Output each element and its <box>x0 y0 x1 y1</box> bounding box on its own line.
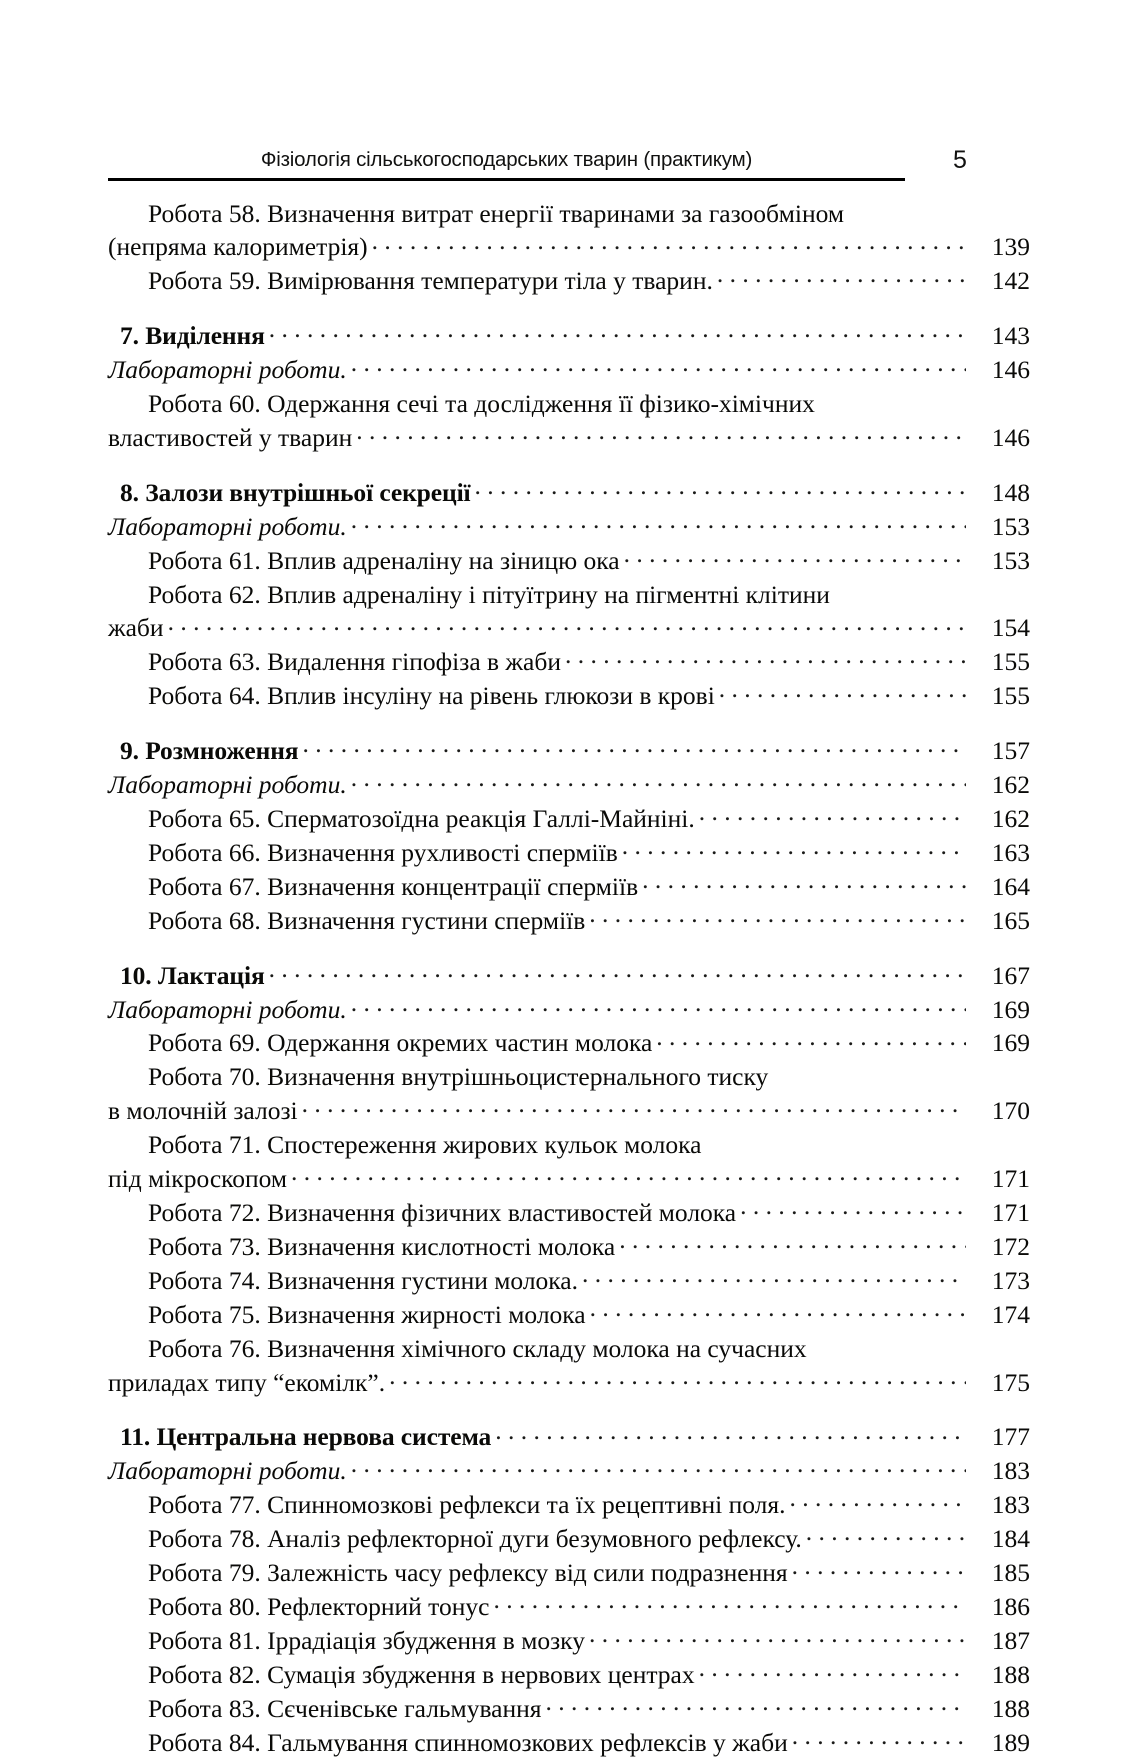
dot-leader <box>291 1162 966 1188</box>
toc-entry-page-number: 174 <box>991 1299 1030 1329</box>
dot-leader <box>619 1229 966 1255</box>
dot-leader <box>811 1331 966 1357</box>
toc-entry[interactable] <box>108 1297 1030 1331</box>
toc-entry-label: 8. Залози внутрішньої секреції <box>120 477 471 507</box>
toc-entry-page-number: 188 <box>991 1693 1030 1723</box>
toc-entry[interactable] <box>108 802 1030 836</box>
toc-entry-label: Робота 77. Спинномозкові рефлекси та їх рецептивні поля. <box>148 1490 786 1520</box>
toc-entry-label: Робота 59. Вимірювання температури тіла у тварин. <box>148 266 713 296</box>
toc-entry-page-number: 157 <box>991 736 1030 766</box>
toc-entry-label: Робота 62. Вплив адреналіну і пітуїтрину на пігментні клітини <box>148 579 830 609</box>
toc-entry-page-number: 169 <box>991 994 1030 1024</box>
toc-entry[interactable] <box>108 1556 1030 1590</box>
toc-entry-page-number: 142 <box>991 266 1030 296</box>
toc-entry-continuation[interactable] <box>108 1094 1030 1128</box>
toc-entry[interactable] <box>108 1589 1030 1623</box>
toc-entry-page-number: 153 <box>991 511 1030 541</box>
dot-leader <box>356 420 966 446</box>
dot-leader <box>565 645 966 671</box>
dot-leader <box>589 1623 966 1649</box>
toc-entry[interactable] <box>108 1026 1030 1060</box>
dot-leader <box>834 577 966 603</box>
dot-leader <box>269 958 966 984</box>
page-number: 5 <box>953 146 967 174</box>
toc-entry-page-number: 162 <box>991 770 1030 800</box>
page-running-head <box>0 148 1142 188</box>
toc-entry-page-number: 185 <box>991 1558 1030 1588</box>
toc-entry-continuation[interactable] <box>108 230 1030 264</box>
toc-entry-label: Лабораторні роботи. <box>108 355 347 385</box>
toc-entry-page-number: 146 <box>991 422 1030 452</box>
toc-entry-label: Лабораторні роботи. <box>108 770 347 800</box>
toc-subheading-lab-works[interactable] <box>108 768 1030 802</box>
dot-leader <box>772 1060 966 1086</box>
toc-entry-label: 11. Центральна нервова система <box>120 1422 492 1452</box>
toc-entry-label: Робота 79. Залежність часу рефлексу від сили подразнення <box>148 1558 788 1588</box>
header-divider-rule <box>108 178 905 181</box>
toc-entry-label: Робота 74. Визначення густини молока. <box>148 1265 579 1295</box>
dot-leader <box>705 1128 966 1154</box>
dot-leader <box>848 196 966 222</box>
toc-entry-label: Робота 71. Спостереження жирових кульок молока <box>148 1130 702 1160</box>
toc-entry-page-number: 186 <box>991 1591 1030 1621</box>
dot-leader <box>351 768 966 794</box>
toc-entry-page-number: 162 <box>991 804 1030 833</box>
toc-entry-label: Лабораторні роботи. <box>108 1456 347 1486</box>
toc-entry-label: Робота 68. Визначення густини сперміїв <box>148 905 586 935</box>
toc-entry-label: Робота 72. Визначення фізичних властивостей молока <box>148 1197 737 1227</box>
toc-entry-label: під мікроскопом <box>108 1164 288 1194</box>
toc-entry-label: Робота 78. Аналіз рефлекторної дуги безумовного рефлексу. <box>148 1524 802 1554</box>
toc-entry-page-number: 165 <box>991 905 1030 935</box>
toc-subheading-lab-works[interactable] <box>108 992 1030 1026</box>
toc-entry-label: (непряма калориметрія) <box>108 232 368 262</box>
dot-leader <box>642 869 966 895</box>
toc-entry-label: 9. Розмноження <box>120 736 299 766</box>
dot-leader <box>351 353 966 379</box>
toc-entry-page-number: 169 <box>991 1028 1030 1058</box>
dot-leader <box>589 903 966 929</box>
toc-entry-page-number: 139 <box>991 232 1030 262</box>
toc-entry-label: Робота 75. Визначення жирності молока <box>148 1299 586 1329</box>
toc-entry[interactable] <box>108 387 1030 421</box>
dot-leader <box>545 1691 966 1717</box>
toc-entry-label: Робота 63. Видалення гіпофіза в жаби <box>148 647 561 677</box>
dot-leader <box>622 835 966 861</box>
toc-entry-label: Робота 81. Іррадіація збудження в мозку <box>148 1625 585 1655</box>
toc-entry-page-number: 183 <box>991 1490 1030 1520</box>
toc-entry-page-number: 184 <box>991 1524 1030 1554</box>
toc-entry-label: 7. Виділення <box>120 321 265 351</box>
toc-entry-label: Робота 65. Сперматозоїдна реакція Галлі-Майніні. <box>148 804 695 833</box>
dot-leader <box>699 802 966 828</box>
toc-entry-page-number: 171 <box>991 1197 1030 1227</box>
toc-entry-label: Робота 66. Визначення рухливості сперміїв <box>148 837 618 867</box>
dot-leader <box>806 1522 966 1548</box>
toc-entry[interactable] <box>108 679 1030 713</box>
dot-leader <box>495 1420 966 1446</box>
toc-entry-page-number: 189 <box>991 1727 1030 1757</box>
dot-leader <box>302 1094 966 1120</box>
toc-entry-page-number: 183 <box>991 1456 1030 1486</box>
toc-entry[interactable] <box>108 1331 1030 1365</box>
dot-leader <box>389 1365 966 1391</box>
toc-entry-page-number: 173 <box>991 1265 1030 1295</box>
toc-entry-page-number: 170 <box>991 1096 1030 1126</box>
dot-leader <box>351 992 966 1018</box>
toc-entry-label: Робота 69. Одержання окремих частин молока <box>148 1028 653 1058</box>
toc-entry-page-number: 172 <box>991 1231 1030 1261</box>
toc-entry-page-number: 153 <box>991 545 1030 575</box>
toc-entry[interactable] <box>108 1195 1030 1229</box>
toc-entry-label: Лабораторні роботи. <box>108 511 347 541</box>
toc-entry[interactable] <box>108 1128 1030 1162</box>
toc-entry-continuation[interactable] <box>108 1365 1030 1399</box>
toc-entry-page-number: 175 <box>991 1367 1030 1397</box>
toc-entry[interactable] <box>108 1229 1030 1263</box>
toc-subheading-lab-works[interactable] <box>108 353 1030 387</box>
dot-leader <box>792 1725 966 1751</box>
toc-entry-label: Робота 73. Визначення кислотності молока <box>148 1231 616 1261</box>
dot-leader <box>699 1657 966 1683</box>
toc-entry[interactable] <box>108 1522 1030 1556</box>
toc-entry[interactable] <box>108 196 1030 230</box>
dot-leader <box>790 1488 966 1514</box>
toc-entry-page-number: 148 <box>991 477 1030 507</box>
toc-entry-page-number: 155 <box>991 681 1030 711</box>
toc-entry-label: Робота 80. Рефлекторний тонус <box>148 1591 490 1621</box>
dot-leader <box>493 1589 966 1615</box>
toc-entry-page-number: 164 <box>991 871 1030 901</box>
dot-leader <box>590 1297 966 1323</box>
dot-leader <box>303 734 966 760</box>
toc-entry[interactable] <box>108 1623 1030 1657</box>
toc-section-heading[interactable] <box>108 734 1030 768</box>
toc-entry-page-number: 146 <box>991 355 1030 385</box>
toc-entry-label: Робота 76. Визначення хімічного складу молока на сучасних <box>148 1333 807 1363</box>
toc-entry-page-number: 187 <box>991 1625 1030 1655</box>
toc-entry-page-number: 188 <box>991 1659 1030 1689</box>
toc-section-heading[interactable] <box>108 319 1030 353</box>
toc-entry-label: Робота 61. Вплив адреналіну на зіницю ока <box>148 545 620 575</box>
toc-entry[interactable] <box>108 1691 1030 1725</box>
toc-entry[interactable] <box>108 577 1030 611</box>
dot-leader <box>656 1026 966 1052</box>
dot-leader <box>719 679 966 705</box>
table-of-contents <box>0 196 1142 1759</box>
toc-entry[interactable] <box>108 543 1030 577</box>
toc-entry-label: 10. Лактація <box>120 960 265 990</box>
toc-entry-page-number: 167 <box>991 960 1030 990</box>
toc-entry-page-number: 143 <box>991 321 1030 351</box>
toc-entry[interactable] <box>108 1060 1030 1094</box>
dot-leader <box>351 509 966 535</box>
dot-leader <box>351 1454 966 1480</box>
toc-entry-continuation[interactable] <box>108 1162 1030 1196</box>
toc-entry-label: Робота 64. Вплив інсуліну на рівень глюкози в крові <box>148 681 715 711</box>
toc-entry-label: в молочній залозі <box>108 1096 298 1126</box>
toc-entry[interactable] <box>108 1725 1030 1759</box>
toc-entry-label: Робота 83. Сєченівське гальмування <box>148 1693 542 1723</box>
toc-section-heading[interactable] <box>108 1420 1030 1454</box>
toc-entry-continuation[interactable] <box>108 420 1030 454</box>
toc-entry[interactable] <box>108 869 1030 903</box>
toc-entry-label: властивостей у тварин <box>108 422 353 452</box>
toc-entry-page-number: 163 <box>991 837 1030 867</box>
dot-leader <box>624 543 966 569</box>
toc-subheading-lab-works[interactable] <box>108 1454 1030 1488</box>
toc-entry[interactable] <box>108 1488 1030 1522</box>
toc-entry-label: жаби <box>108 613 164 643</box>
toc-entry-page-number: 171 <box>991 1164 1030 1194</box>
toc-entry-label: Робота 67. Визначення концентрації сперміїв <box>148 871 639 901</box>
dot-leader <box>717 264 966 290</box>
toc-section-heading[interactable] <box>108 958 1030 992</box>
dot-leader <box>740 1195 966 1221</box>
toc-entry[interactable] <box>108 645 1030 679</box>
toc-entry-label: приладах типу “екомілк”. <box>108 1367 386 1397</box>
toc-entry-label: Робота 60. Одержання сечі та дослідження її фізико-хімічних <box>148 389 815 419</box>
dot-leader <box>475 475 966 501</box>
dot-leader <box>168 611 966 637</box>
toc-entry[interactable] <box>108 1263 1030 1297</box>
toc-entry-label: Робота 70. Визначення внутрішньоцистернального тиску <box>148 1062 769 1092</box>
toc-subheading-lab-works[interactable] <box>108 509 1030 543</box>
toc-entry-continuation[interactable] <box>108 611 1030 645</box>
toc-entry-page-number: 177 <box>991 1422 1030 1452</box>
toc-entry[interactable] <box>108 264 1030 298</box>
toc-entry[interactable] <box>108 835 1030 869</box>
toc-entry-label: Лабораторні роботи. <box>108 994 347 1024</box>
dot-leader <box>819 387 966 413</box>
toc-section-heading[interactable] <box>108 475 1030 509</box>
toc-entry-label: Робота 58. Визначення витрат енергії тваринами за газообміном <box>148 198 845 228</box>
dot-leader <box>372 230 966 256</box>
dot-leader <box>582 1263 966 1289</box>
running-head-title: Фізіологія сільськогосподарських тварин (практикум) <box>260 148 753 171</box>
toc-entry-page-number: 154 <box>991 613 1030 643</box>
toc-entry-label: Робота 84. Гальмування спинномозкових рефлексів у жаби <box>148 1727 788 1757</box>
dot-leader <box>269 319 966 345</box>
toc-entry-page-number: 155 <box>991 647 1030 677</box>
toc-entry[interactable] <box>108 1657 1030 1691</box>
dot-leader <box>792 1556 966 1582</box>
toc-entry[interactable] <box>108 903 1030 937</box>
toc-entry-label: Робота 82. Сумація збудження в нервових центрах <box>148 1659 695 1689</box>
